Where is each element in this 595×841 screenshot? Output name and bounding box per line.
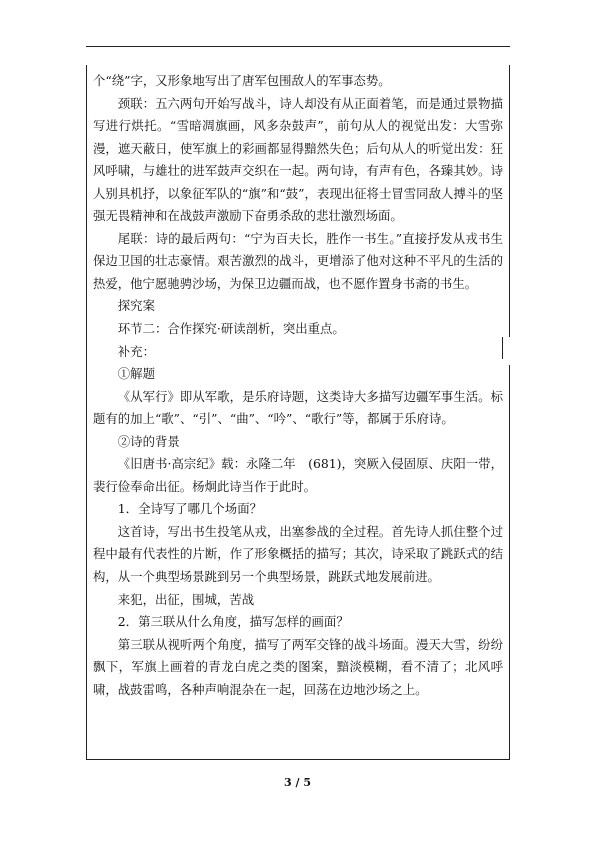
answer-one: 这首诗，写出书生投笔从戎，出塞参战的全过程。首先诗人抓住整个过程中最有代表性的片断，作了形象概括的描写；其次，诗采取了跳跃式的结构，从一个典型场景跳到另一个典型场景，跳跃式地发展前进。: [93, 523, 503, 585]
paragraph-weilian: 尾联：诗的最后两句：“宁为百夫长，胜作一书生。”直接抒发从戎书生保边卫国的壮志豪情。艰苦激烈的战斗，更增添了他对这种不平凡的生活的热爱，他宁愿驰骋沙场，为保卫边疆而战，也不愿作置身书斋的书生。: [93, 230, 503, 291]
paragraph-continuation: 个“绕”字，又形象地写出了唐军包围敌人的军事态势。: [93, 73, 391, 88]
frame-bottom-border: [86, 759, 510, 760]
section-heading-tanjiu: 探究案: [117, 298, 155, 314]
page-number: 3 / 5: [284, 776, 311, 789]
paragraph-jieti: 《从军行》即从军歌，是乐府诗题，这类诗大多描写边疆军事生活。标题有的加上“歌”、“引”、“曲”、“吟”、“歌行”等，都属于乐府诗。: [93, 388, 503, 427]
paragraph-jinglian: 颈联：五六两句开始写战斗，诗人却没有从正面着笔，而是通过景物描写进行烘托。“雪暗凋旗画，风多杂鼓声”，前句从人的视觉出发：大雪弥漫，遮天蔽日，使军旗上的彩画都显得黯然失色；后句从人的听觉出发：狂风呼啸，与雄壮的进军鼓声交织在一起。两句诗，有声有色，各臻其妙。诗人别具机抒，以象征军队的“旗”和“鼓”，表现出征将士冒雪同敌人搏斗的坚强无畏精神和在战鼓声激励下奋勇杀敌的悲壮激烈场面。: [93, 95, 503, 224]
frame-right-border-upper: [509, 65, 510, 337]
paragraph-background: 《旧唐书·高宗纪》载：永隆二年 (681)，突厥入侵固原、庆阳一带，裴行俭奉命出征。杨炯此诗当作于此时。: [93, 456, 503, 494]
supplement-label: 补充：: [117, 343, 155, 359]
subheading-jieti: ①解题: [117, 366, 155, 382]
section-step-two: 环节二：合作探究·研读剖析，突出重点。: [117, 321, 345, 337]
frame-left-border: [86, 65, 87, 760]
answer-one-summary: 来犯，出征，围城，苦战: [117, 591, 255, 607]
subheading-background: ②诗的背景: [117, 433, 180, 449]
top-border-line: [86, 46, 510, 47]
answer-two: 第三联从视听两个角度，描写了两军交锋的战斗场面。漫天大雪，纷纷飘下，军旗上画着的青龙白虎之类的图案，黯淡模糊，看不清了；北风呼啸，战鼓雷鸣，各种声响混杂在一起，回荡在边地沙场之上。: [93, 636, 503, 697]
frame-right-border-lower: [509, 365, 510, 760]
document-body: [93, 70, 503, 701]
question-two: 2．第三联从什么角度，描写怎样的画面？: [117, 614, 349, 630]
question-one: 1．全诗写了哪几个场面？: [117, 501, 262, 517]
